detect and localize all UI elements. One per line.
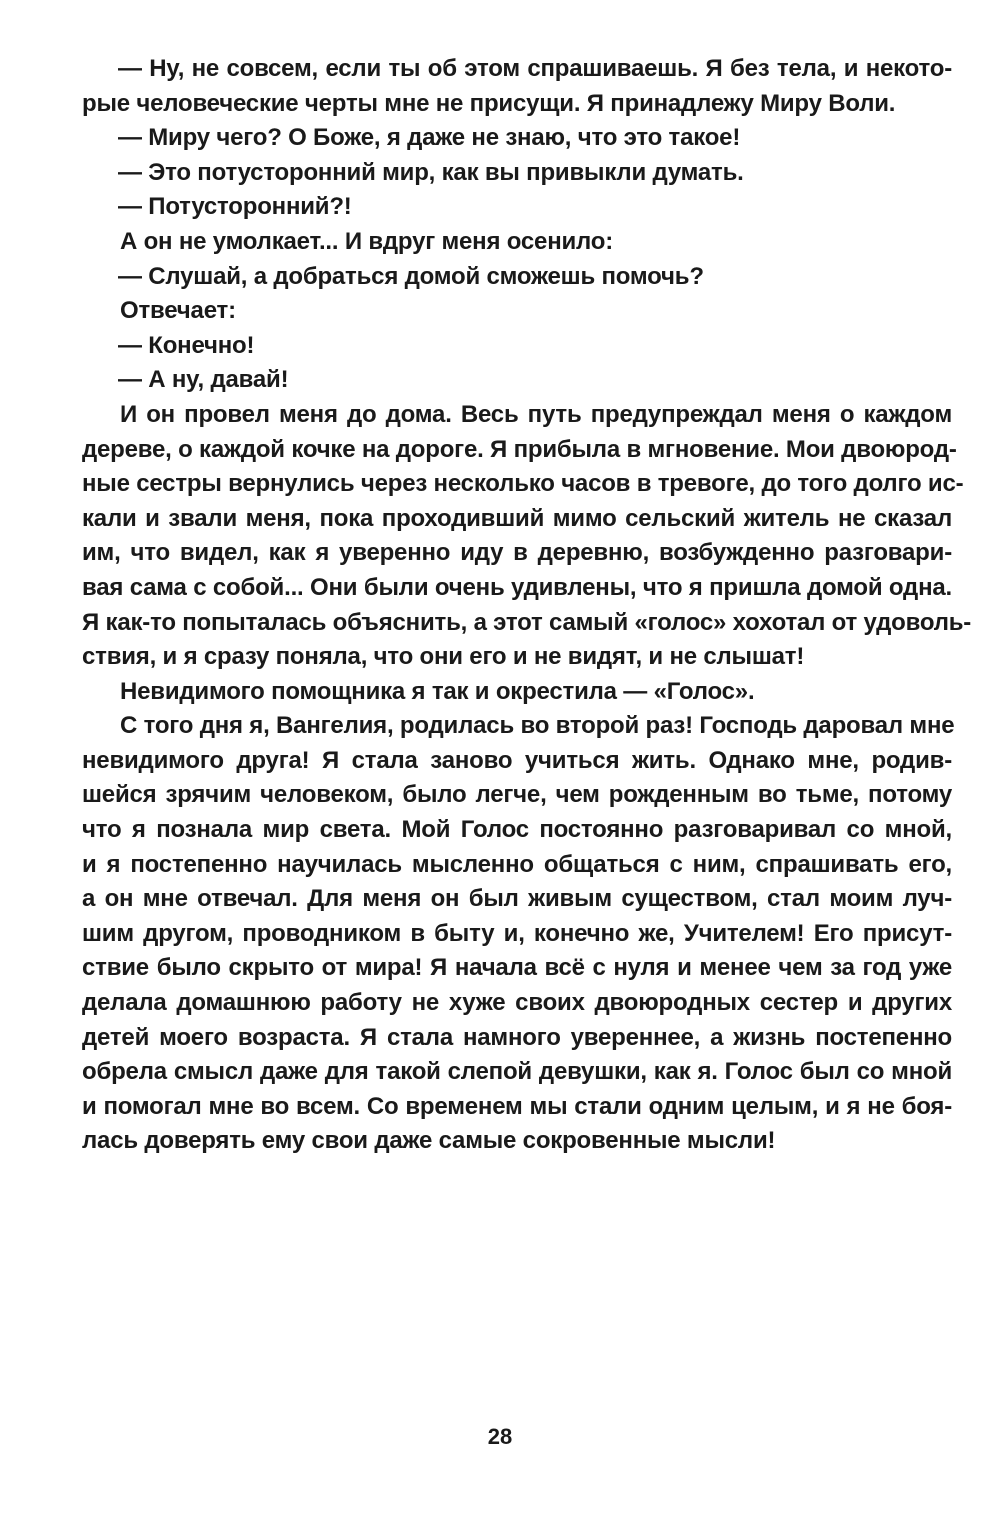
text-line: шим другом, проводником в быту и, конечно же, Учителем! Его присут-	[82, 919, 952, 947]
text-line: вая сама с собой... Они были очень удивлены, что я пришла домой одна.	[82, 573, 952, 601]
text-line: Я как-то попыталась объяснить, а этот самый «голос» хохотал от удоволь-	[82, 608, 972, 636]
text-line: а он мне отвечал. Для меня он был живым существом, стал моим луч-	[82, 885, 952, 913]
text-line: лась доверять ему свои даже самые сокровенные мысли!	[82, 1127, 776, 1155]
text-line: ные сестры вернулись через несколько часов в тревоге, до того долго ис-	[82, 470, 964, 498]
text-line: рые человеческие черты мне не присущи. Я принадлежу Миру Воли.	[82, 89, 896, 117]
text-line: невидимого друга! Я стала заново учиться жить. Однако мне, родив-	[82, 746, 952, 774]
text-line: обрела смысл даже для такой слепой девушки, как я. Голос был со мной	[82, 1058, 952, 1086]
text-line: детей моего возраста. Я стала намного увереннее, а жизнь постепенно	[82, 1023, 952, 1051]
text-line: ствие было скрыто от мира! Я начала всё с нуля и менее чем за год уже	[82, 954, 952, 982]
text-line: кали и звали меня, пока проходивший мимо сельский житель не сказал	[82, 504, 952, 532]
text-line: — Слушай, а добраться домой сможешь помочь?	[118, 262, 704, 290]
text-line: — Ну, не совсем, если ты об этом спрашиваешь. Я без тела, и некото-	[118, 55, 952, 82]
text-line: Невидимого помощника я так и окрестила — «Голос».	[120, 677, 755, 705]
text-line: — Это потусторонний мир, как вы привыкли думать.	[118, 158, 744, 186]
text-line: делала домашнюю работу не хуже своих двоюродных сестер и других	[82, 989, 952, 1017]
text-line: им, что видел, как я уверенно иду в деревню, возбужденно разговари-	[82, 539, 952, 567]
text-line: — Миру чего? О Боже, я даже не знаю, что это такое!	[118, 124, 741, 152]
text-line: Отвечает:	[120, 297, 236, 325]
page-number: 28	[487, 1424, 513, 1449]
text-line: ствия, и я сразу поняла, что они его и не видят, и не слышат!	[82, 643, 805, 671]
text-line: — Конечно!	[118, 331, 255, 359]
text-line: дереве, о каждой кочке на дороге. Я прибыла в мгновение. Мои двоюрод-	[82, 435, 957, 463]
text-line: — Потусторонний?!	[118, 193, 352, 221]
text-line: А он не умолкает... И вдруг меня осенило:	[120, 227, 614, 255]
text-line: и помогал мне во всем. Со временем мы стали одним целым, и я не боя-	[82, 1092, 952, 1120]
text-line: шейся зрячим человеком, было легче, чем рожденным во тьме, потому	[82, 781, 952, 809]
text-line: И он провел меня до дома. Весь путь предупреждал меня о каждом	[120, 400, 952, 428]
text-line: что я познала мир света. Мой Голос постоянно разговаривал со мной,	[82, 816, 952, 844]
page-body	[82, 52, 972, 1159]
text-line: — А ну, давай!	[118, 366, 289, 394]
text-line: С того дня я, Вангелия, родилась во второй раз! Господь даровал мне	[120, 712, 955, 740]
text-line: и я постепенно научилась мысленно общаться с ним, спрашивать его,	[82, 850, 952, 878]
